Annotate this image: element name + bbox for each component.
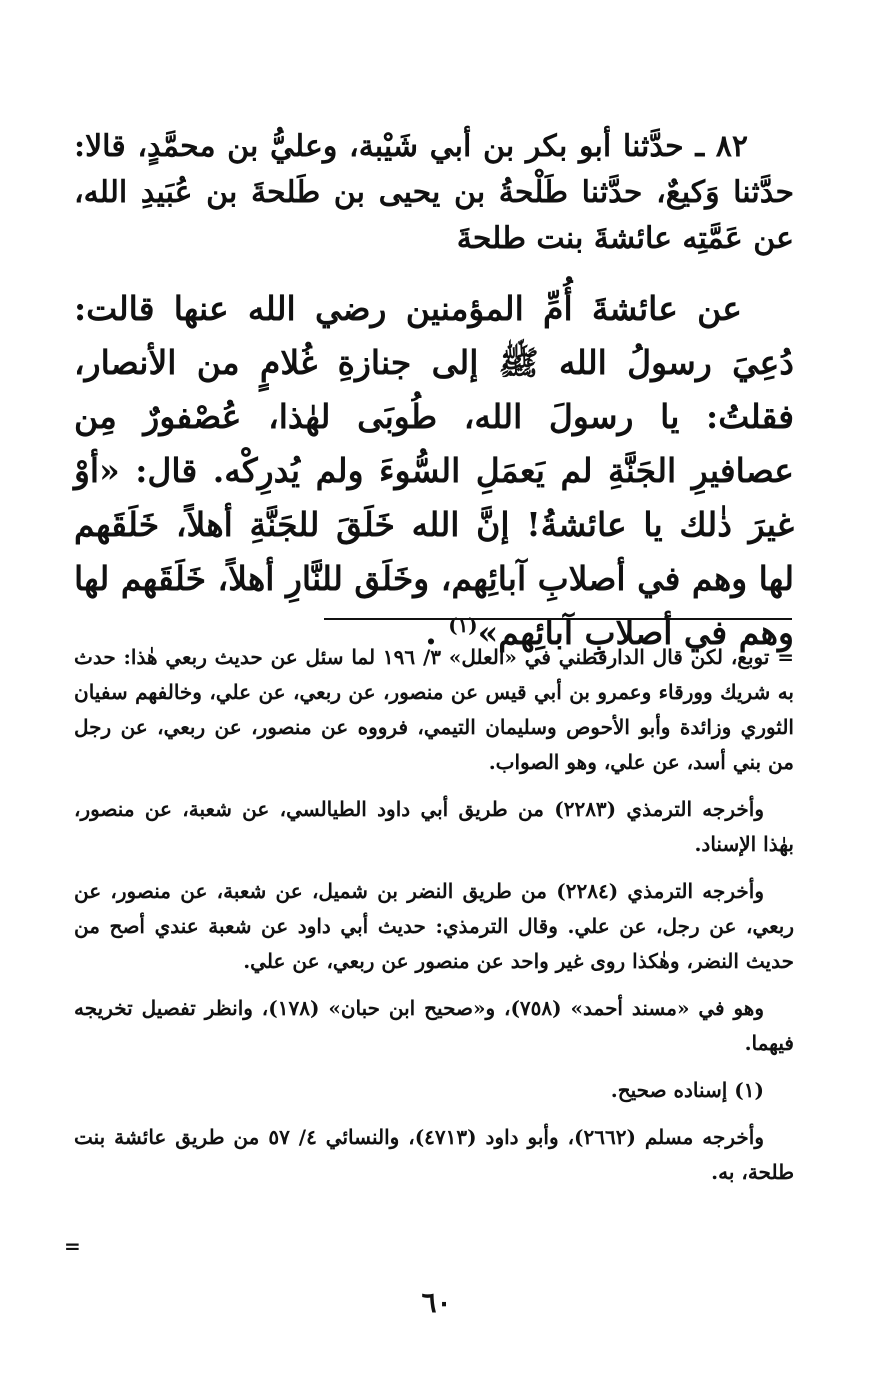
footnote-item: وأخرجه الترمذي (٢٢٨٣) من طريق أبي داود الطيالسي، عن شعبة، عن منصور، بهٰذا الإسناد. (74, 797, 794, 856)
footnote-divider (324, 618, 792, 620)
matn-paragraph (74, 282, 794, 660)
footnote-item: (١) إسناده صحيح. (610, 1078, 764, 1102)
footnote-ref: (١) (448, 613, 478, 637)
matn-end: . (425, 613, 437, 652)
continuation-mark: = (64, 1234, 81, 1258)
isnad-text: ٨٢ ـ حدَّثنا أبو بكر بن أبي شَيْبة، وعليُّ بن محمَّدٍ، قالا: حدَّثنا وَكيعٌ، حدَّثنا طَلْحةُ بن يحيى بن طَلحةَ بن عُبَيدِ الله، عن عَمَّتِه عائشةَ بنت طلحةَ (74, 129, 794, 256)
footnote-item: وأخرجه مسلم (٢٦٦٢)، وأبو داود (٤٧١٣)، والنسائي ٤/ ٥٧ من طريق عائشة بنت طلحة، به. (74, 1125, 794, 1184)
hadith-isnad (74, 124, 794, 262)
footnotes (74, 640, 794, 1202)
footnote-item: وأخرجه الترمذي (٢٢٨٤) من طريق النضر بن شميل، عن شعبة، عن منصور، عن ربعي، عن رجل، عن علي. وقال الترمذي: حديث أبي داود عن شعبة عندي أصح من حديث النضر، وهٰكذا روى غير واحد عن منصور عن ربعي، عن علي. (74, 879, 794, 973)
footnote-item: = توبع، لكن قال الدارقطني في «العلل» ٣/ ١٩٦ لما سئل عن حديث ربعي هٰذا: حدث به شريك وورقاء وعمرو بن أبي قيس عن منصور، عن ربعي، عن علي، وخالفهم سفيان الثوري وزائدة وأبو الأحوص وسليمان التيمي، فرووه عن منصور، عن ربعي، عن رجل من بني أسد، عن علي، وهو الصواب. (74, 645, 794, 774)
hadith-matn (74, 282, 794, 660)
matn-text: عن عائشةَ أُمِّ المؤمنين رضي الله عنها قالت: دُعِيَ رسولُ الله ﷺ إلى جنازةِ غُلامٍ من الأنصار، فقلتُ: يا رسولَ الله، طُوبَى لهٰذا، عُصْفورٌ مِن عصافيرِ الجَنَّةِ لم يَعمَلِ السُّوءَ ولم يُدرِكْه. قال: «أوْ غيرَ ذٰلك يا عائشةُ! إنَّ الله خَلَقَ للجَنَّةِ أهلاً، خَلَقَهم لها وهم في أصلابِ آبائِهم، وخَلَق للنَّارِ أهلاً، خَلَقَهم لها وهم في أصلابِ آبائِهم» (74, 289, 794, 652)
footnote-item: وهو في «مسند أحمد» (٧٥٨)، و«صحيح ابن حبان» (١٧٨)، وانظر تفصيل تخريجه فيهما. (74, 996, 794, 1055)
page-number: ٦٠ (421, 1286, 452, 1319)
